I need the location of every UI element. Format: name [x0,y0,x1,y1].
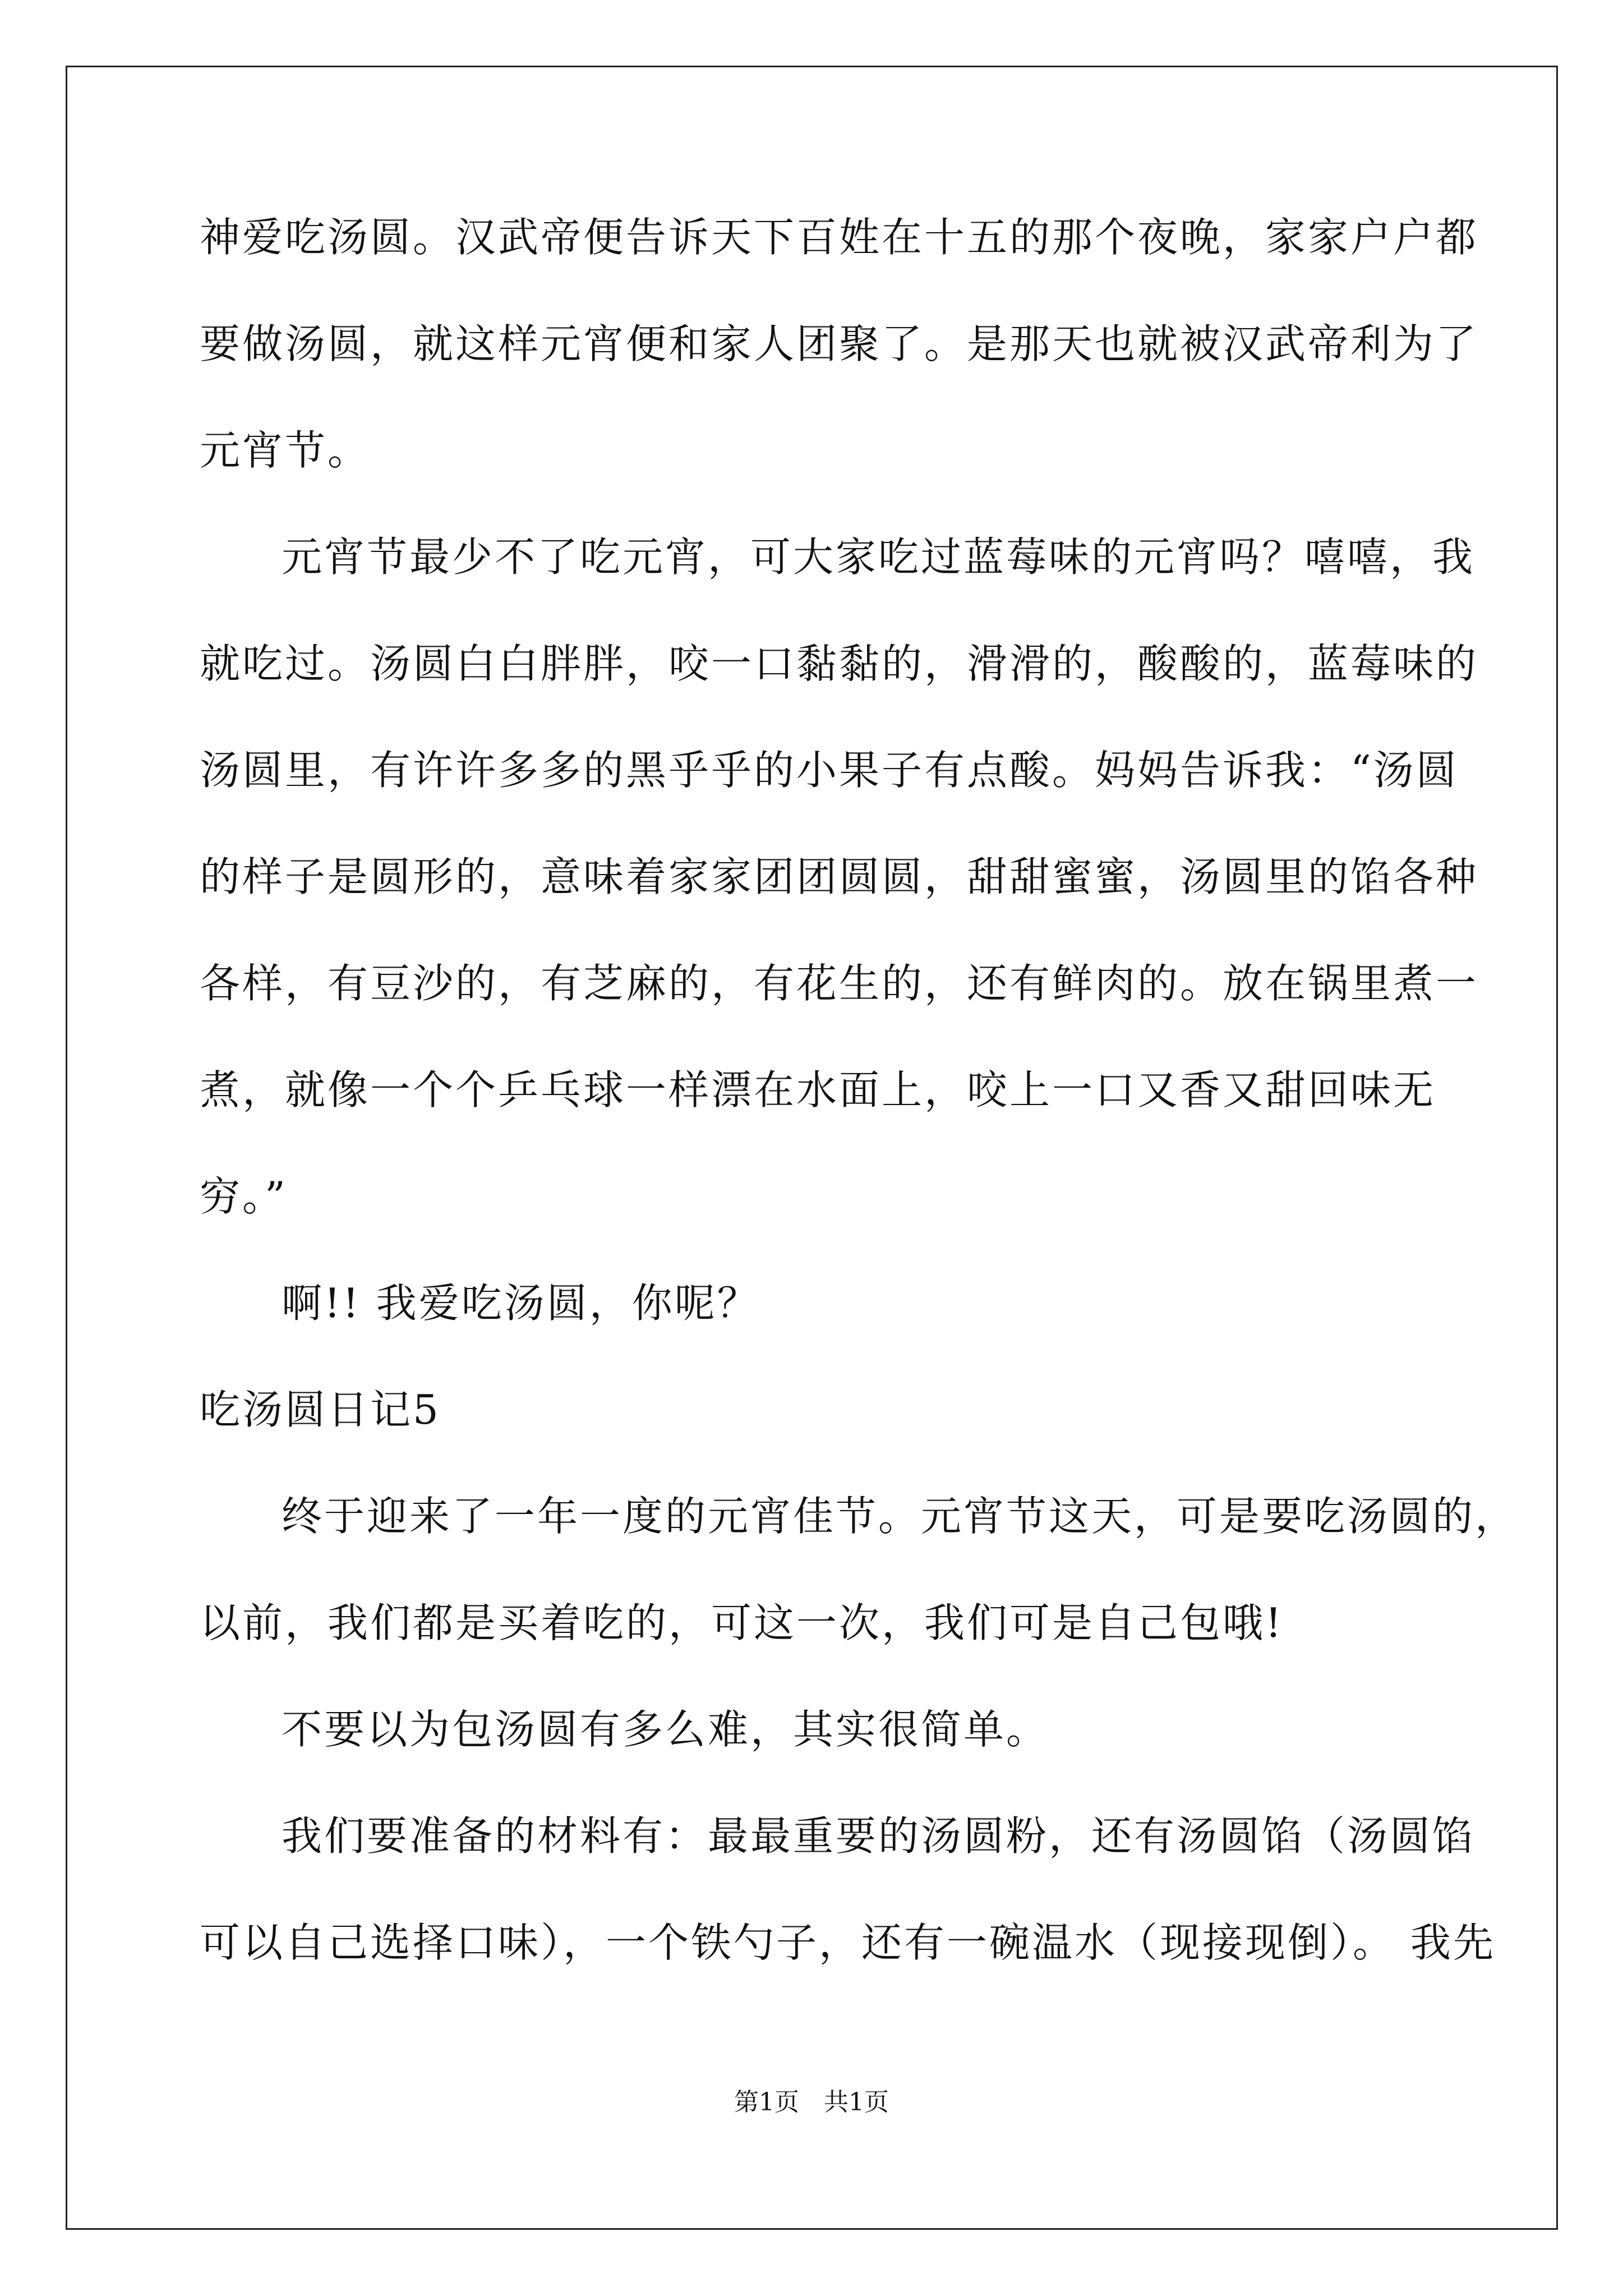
paragraph-line: 啊!! 我爱吃汤圆，你呢？ [282,1280,760,1327]
paragraph-line: 穷。” [200,1173,288,1220]
paragraph-line: 要做汤圆，就这样元宵便和家人团聚了。是那天也就被汉武帝利为了 [200,320,1479,367]
paragraph-line: 可以自己选择口味），一个铁勺子，还有一碗温水（现接现倒）。 我先 [200,1919,1496,1966]
paragraph-line: 各样，有豆沙的，有芝麻的，有花生的，还有鲜肉的。放在锅里煮一 [200,960,1479,1007]
paragraph-line: 的样子是圆形的，意味着家家团团圆圆，甜甜蜜蜜，汤圆里的馅各种 [200,853,1479,900]
page-total: 共1页 [824,2088,889,2116]
paragraph-line: 终于迎来了一年一度的元宵佳节。元宵节这天，可是要吃汤圆的， [282,1493,1518,1540]
paragraph-line: 元宵节最少不了吃元宵，可大家吃过蓝莓味的元宵吗？嘻嘻，我 [282,533,1476,581]
page-border [66,66,1558,2230]
page-footer [0,2087,1623,2118]
paragraph-line: 元宵节。 [200,427,371,474]
paragraph-line: 煮，就像一个个乒乓球一样漂在水面上，咬上一口又香又甜回味无 [200,1066,1436,1114]
paragraph-line: 神爱吃汤圆。汉武帝便告诉天下百姓在十五的那个夜晚，家家户户都 [200,214,1479,261]
section-heading: 吃汤圆日记5 [200,1386,441,1433]
paragraph-line: 汤圆里，有许许多多的黑乎乎的小果子有点酸。妈妈告诉我：“汤圆 [200,747,1459,794]
paragraph-line: 就吃过。汤圆白白胖胖，咬一口黏黏的，滑滑的，酸酸的，蓝莓味的 [200,640,1479,687]
page-number: 第1页 [734,2088,799,2116]
paragraph-line: 不要以为包汤圆有多么难，其实很简单。 [282,1706,1049,1753]
paragraph-line: 我们要准备的材料有：最最重要的汤圆粉，还有汤圆馅（汤圆馅 [282,1812,1476,1860]
paragraph-line: 以前，我们都是买着吃的，可这一次，我们可是自己包哦! [200,1599,1284,1646]
